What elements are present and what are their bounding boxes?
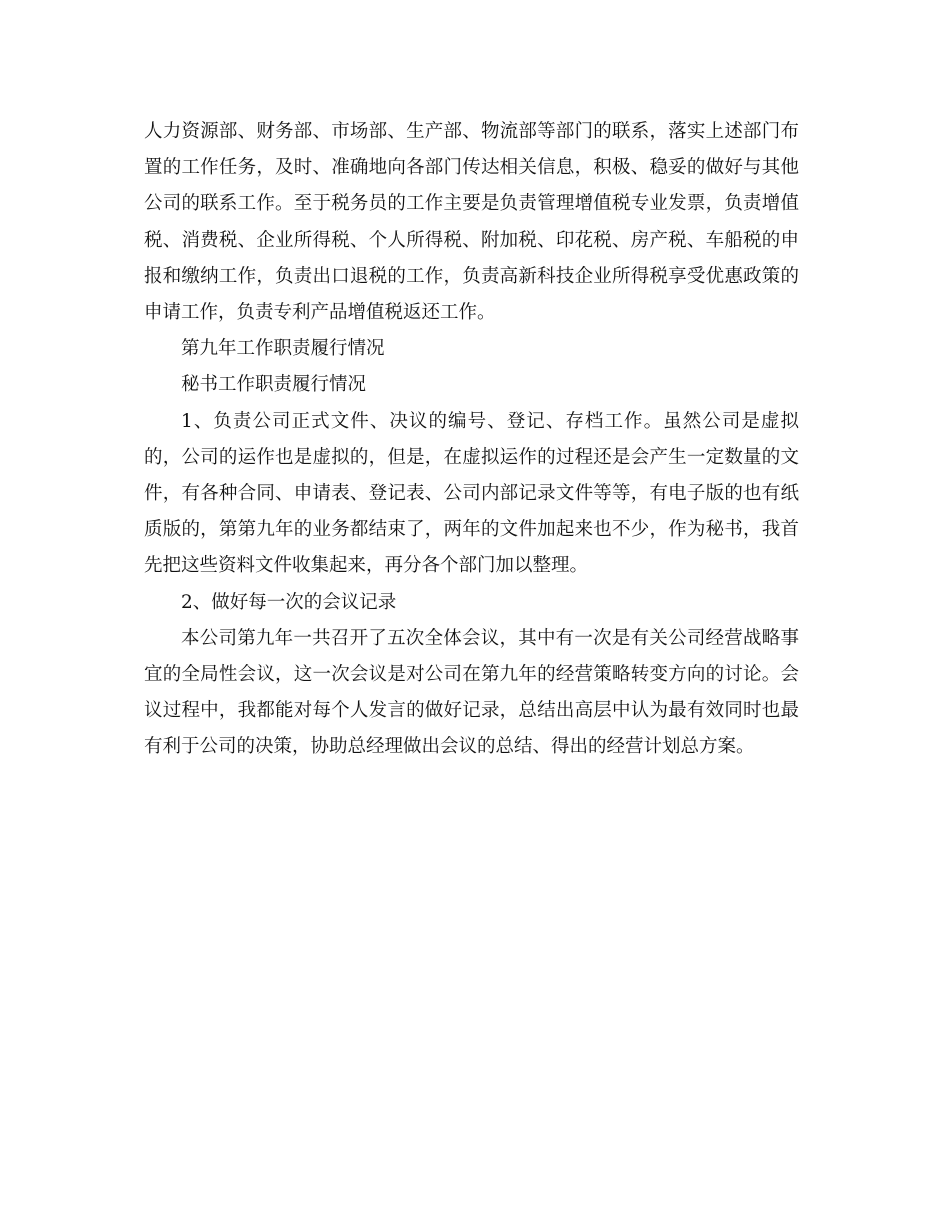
document-page	[144, 114, 799, 766]
paragraph-continuation: 人力资源部、财务部、市场部、生产部、物流部等部门的联系，落实上述部门布置的工作任务，及时、准确地向各部门传达相关信息，积极、稳妥的做好与其他公司的联系工作。至于税务员的工作主要是负责管理增值税专业发票，负责增值税、消费税、企业所得税、个人所得税、附加税、印花税、房产税、车船税的申报和缴纳工作，负责出口退税的工作，负责高新科技企业所得税享受优惠政策的申请工作，负责专利产品增值税返还工作。	[144, 121, 799, 324]
paragraph-item-1: 1、负责公司正式文件、决议的编号、登记、存档工作。虽然公司是虚拟的，公司的运作也是虚拟的，但是，在虚拟运作的过程还是会产生一定数量的文件，有各种合同、申请表、登记表、公司内部记录文件等等，有电子版的也有纸质版的，第第九年的业务都结束了，两年的文件加起来也不少，作为秘书，我首先把这些资料文件收集起来，再分各个部门加以整理。	[144, 410, 799, 577]
paragraph-meetings: 本公司第九年一共召开了五次全体会议，其中有一次是有关公司经营战略事宜的全局性会议，这一次会议是对公司在第九年的经营策略转变方向的讨论。会议过程中，我都能对每个人发言的做好记录，总结出高层中认为最有效同时也最有利于公司的决策，协助总经理做出会议的总结、得出的经营计划总方案。	[144, 627, 799, 758]
subsection-heading-secretary: 秘书工作职责履行情况	[181, 374, 367, 396]
paragraph-item-2-heading: 2、做好每一次的会议记录	[181, 591, 397, 613]
section-heading-year-nine: 第九年工作职责履行情况	[181, 338, 385, 360]
